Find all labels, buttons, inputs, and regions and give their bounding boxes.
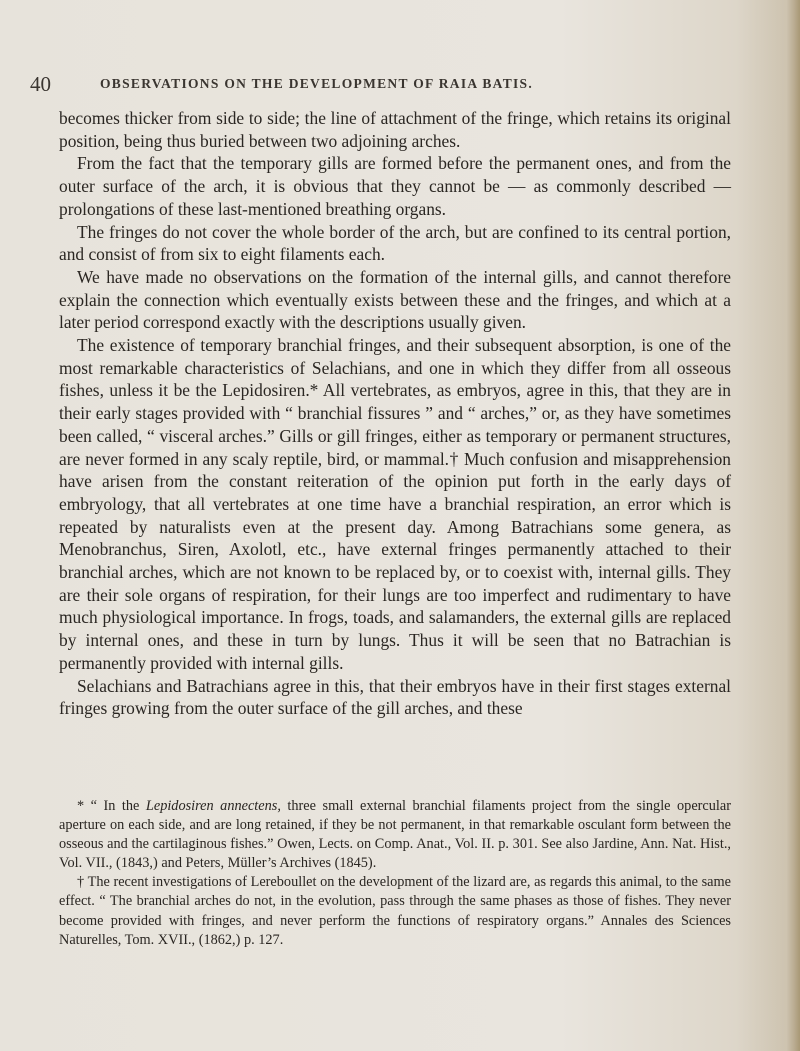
footnote-1 (59, 797, 731, 873)
running-title: OBSERVATIONS ON THE DEVELOPMENT OF RAIA BATIS. (100, 76, 534, 91)
page-header (30, 72, 770, 96)
page-number: 40 (30, 72, 51, 96)
paragraph: The fringes do not cover the whole border of the arch, but are confined to its central portion, and consist of from six to eight filaments each. (59, 221, 731, 265)
body-text (59, 107, 731, 720)
page-edge (786, 0, 800, 1051)
footnote-1-italic: Lepidosiren annectens, (145, 798, 281, 814)
footnote-1-rest: three small external branchial filaments project from the single opercular aperture on each side, and are long retained, if they be not permanent, in that remarkable osculant form between the osseous and the cartilaginous fishes.” Owen, Lects. on Comp. Anat., Vol. II. p. 301. See also Jardine, Ann. Nat. Hist., Vol. VII., (1843,) and Peters, Müller’s Archives (1845). (59, 798, 732, 872)
paragraph: Selachians and Batrachians agree in this, that their embryos have in their first stages external fringes growing from the outer surface of the gill arches, and these (59, 675, 731, 719)
paragraph: The existence of temporary branchial fringes, and their subsequent absorption, is one of the most remarkable characteristics of Selachians, and one in which they differ from all osseous fishes, unless it be the Lepidosiren.* All vertebrates, as embryos, agree in this, that they are in their early stages provided with “ branchial fissures ” and “ arches,” or, as they have sometimes been called, “ visceral arches.” Gills or gill fringes, either as temporary or permanent structures, are never formed in any scaly reptile, bird, or mammal.† Much confusion and misapprehension have arisen from the constant reiteration of the opinion put forth in the early days of embryology, that all vertebrates at one time have a branchial respiration, an error which is repeated by naturalists even at the present day. Among Batrachians some genera, as Menobranchus, Siren, Axolotl, etc., have external fringes permanently attached to their branchial arches, which are not known to be replaced by, or to coexist with, internal gills. They are their sole organs of respiration, for their lungs are too imperfect and rudimentary to have much physiological importance. In frogs, toads, and salamanders, the external gills are replaced by internal ones, and these in turn by lungs. Thus it will be seen that no Batrachian is permanently provided with internal gills. (59, 335, 731, 673)
footnote-1-start: * “ In the (77, 798, 146, 814)
footnotes (59, 797, 731, 950)
paragraph: We have made no observations on the formation of the internal gills, and cannot therefore explain the connection which eventually exists between these and the fringes, and which at a later period correspond exactly with the descriptions usually given. (59, 266, 731, 333)
paragraph: From the fact that the temporary gills are formed before the permanent ones, and from the outer surface of the arch, it is obvious that they cannot be — as commonly described — prolongations of these last-mentioned breathing organs. (59, 153, 731, 219)
footnote-2: † The recent investigations of Lereboullet on the development of the lizard are, as regards this animal, to the same effect. “ The branchial arches do not, in the evolution, pass through the same phases as those of fishes. They never become provided with fringes, and never perform the functions of respiratory organs.” Annales des Sciences Naturelles, Tom. XVII., (1862,) p. 127. (59, 874, 731, 948)
paragraph: becomes thicker from side to side; the line of attachment of the fringe, which retains its original position, being thus buried between two adjoining arches. (59, 108, 731, 151)
